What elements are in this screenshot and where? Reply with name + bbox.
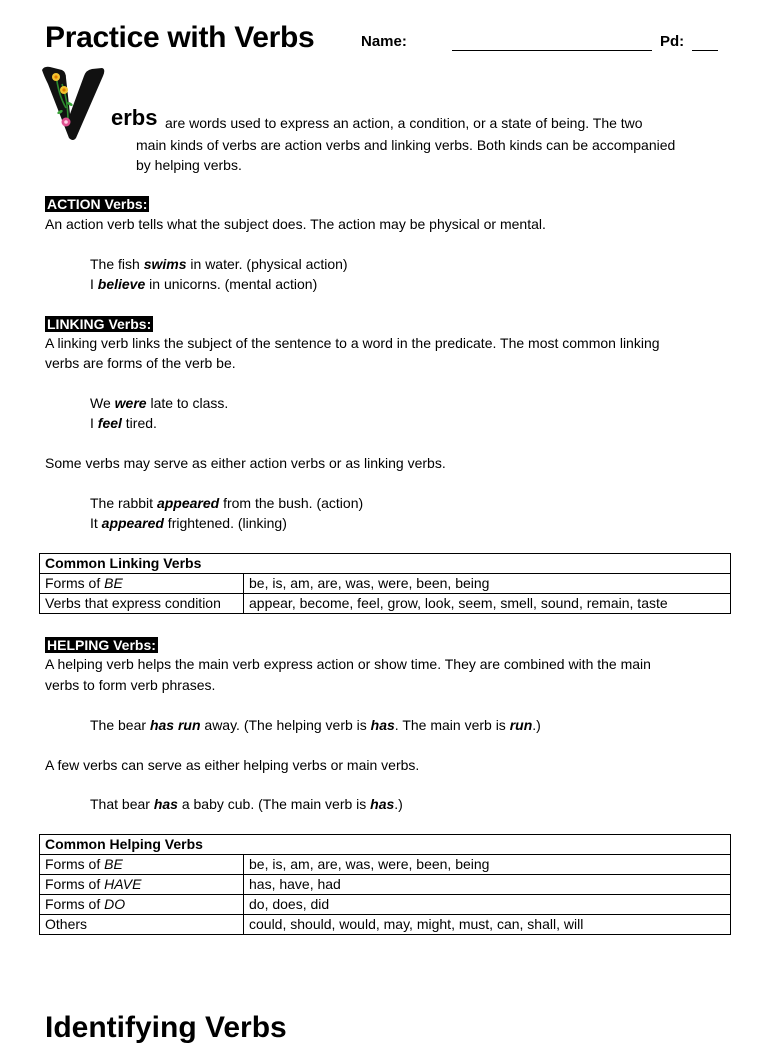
linking-definition-1: A linking verb links the subject of the sentence to a word in the predicate. The most common linking: [45, 335, 660, 351]
page-title: Practice with Verbs: [45, 21, 315, 54]
row-label: Forms of HAVE: [40, 875, 244, 895]
table-row: [40, 895, 731, 915]
table-title: Common Linking Verbs: [40, 554, 731, 574]
row-label: Forms of BE: [40, 855, 244, 875]
row-value: be, is, am, are, was, were, been, being: [244, 574, 731, 594]
period-field-line[interactable]: [692, 50, 718, 51]
linking-example-3: The rabbit appeared from the bush. (action): [90, 495, 364, 511]
row-label: Forms of DO: [40, 895, 244, 915]
name-field-line[interactable]: [452, 50, 652, 51]
table-header-row: [40, 554, 731, 574]
row-value: could, should, would, may, might, must, can, shall, will: [244, 915, 731, 935]
row-label: Forms of BE: [40, 574, 244, 594]
helping-heading: HELPING Verbs:: [47, 637, 156, 653]
row-value: has, have, had: [244, 875, 731, 895]
action-example-2: I believe in unicorns. (mental action): [90, 276, 318, 292]
action-definition: An action verb tells what the subject does. The action may be physical or mental.: [45, 216, 546, 232]
row-label: Others: [40, 915, 244, 935]
helping-example-2: That bear has a baby cub. (The main verb is has.): [90, 796, 403, 812]
table-row: [40, 855, 731, 875]
helping-example-1: The bear has run away. (The helping verb is has. The main verb is run.): [90, 717, 541, 733]
helping-either-note: A few verbs can serve as either helping verbs or main verbs.: [45, 757, 420, 773]
table-row: [40, 915, 731, 935]
helping-definition-1: A helping verb helps the main verb express action or show time. They are combined with the main: [45, 656, 651, 672]
linking-example-4: It appeared frightened. (linking): [90, 515, 287, 531]
helping-verbs-table: [39, 834, 731, 935]
linking-verbs-table: [39, 553, 731, 614]
linking-either-note: Some verbs may serve as either action verbs or as linking verbs.: [45, 455, 446, 471]
linking-heading: LINKING Verbs:: [47, 316, 152, 332]
linking-definition-2: verbs are forms of the verb be.: [45, 355, 236, 371]
intro-line-2: main kinds of verbs are action verbs and linking verbs. Both kinds can be accompanied: [136, 137, 676, 153]
dropcap-v-flower-icon: [40, 64, 106, 142]
intro-line-1: are words used to express an action, a condition, or a state of being. The two: [165, 115, 643, 131]
table-title: Common Helping Verbs: [40, 835, 731, 855]
linking-example-1: We were late to class.: [90, 395, 229, 411]
next-section-title: Identifying Verbs: [45, 1011, 287, 1044]
table-row: [40, 594, 731, 614]
table-row: [40, 875, 731, 895]
table-header-row: [40, 835, 731, 855]
linking-example-2: I feel tired.: [90, 415, 157, 431]
row-value: be, is, am, are, was, were, been, being: [244, 855, 731, 875]
row-value: appear, become, feel, grow, look, seem, smell, sound, remain, taste: [244, 594, 731, 614]
table-row: [40, 574, 731, 594]
period-label: Pd:: [660, 33, 685, 50]
action-example-1: The fish swims in water. (physical action): [90, 256, 348, 272]
action-heading: ACTION Verbs:: [47, 196, 148, 212]
intro-line-3: by helping verbs.: [136, 157, 242, 173]
helping-definition-2: verbs to form verb phrases.: [45, 677, 216, 693]
row-value: do, does, did: [244, 895, 731, 915]
row-label: Verbs that express condition: [40, 594, 244, 614]
name-label: Name:: [361, 33, 407, 50]
dropcap-continuation: erbs: [111, 105, 158, 130]
